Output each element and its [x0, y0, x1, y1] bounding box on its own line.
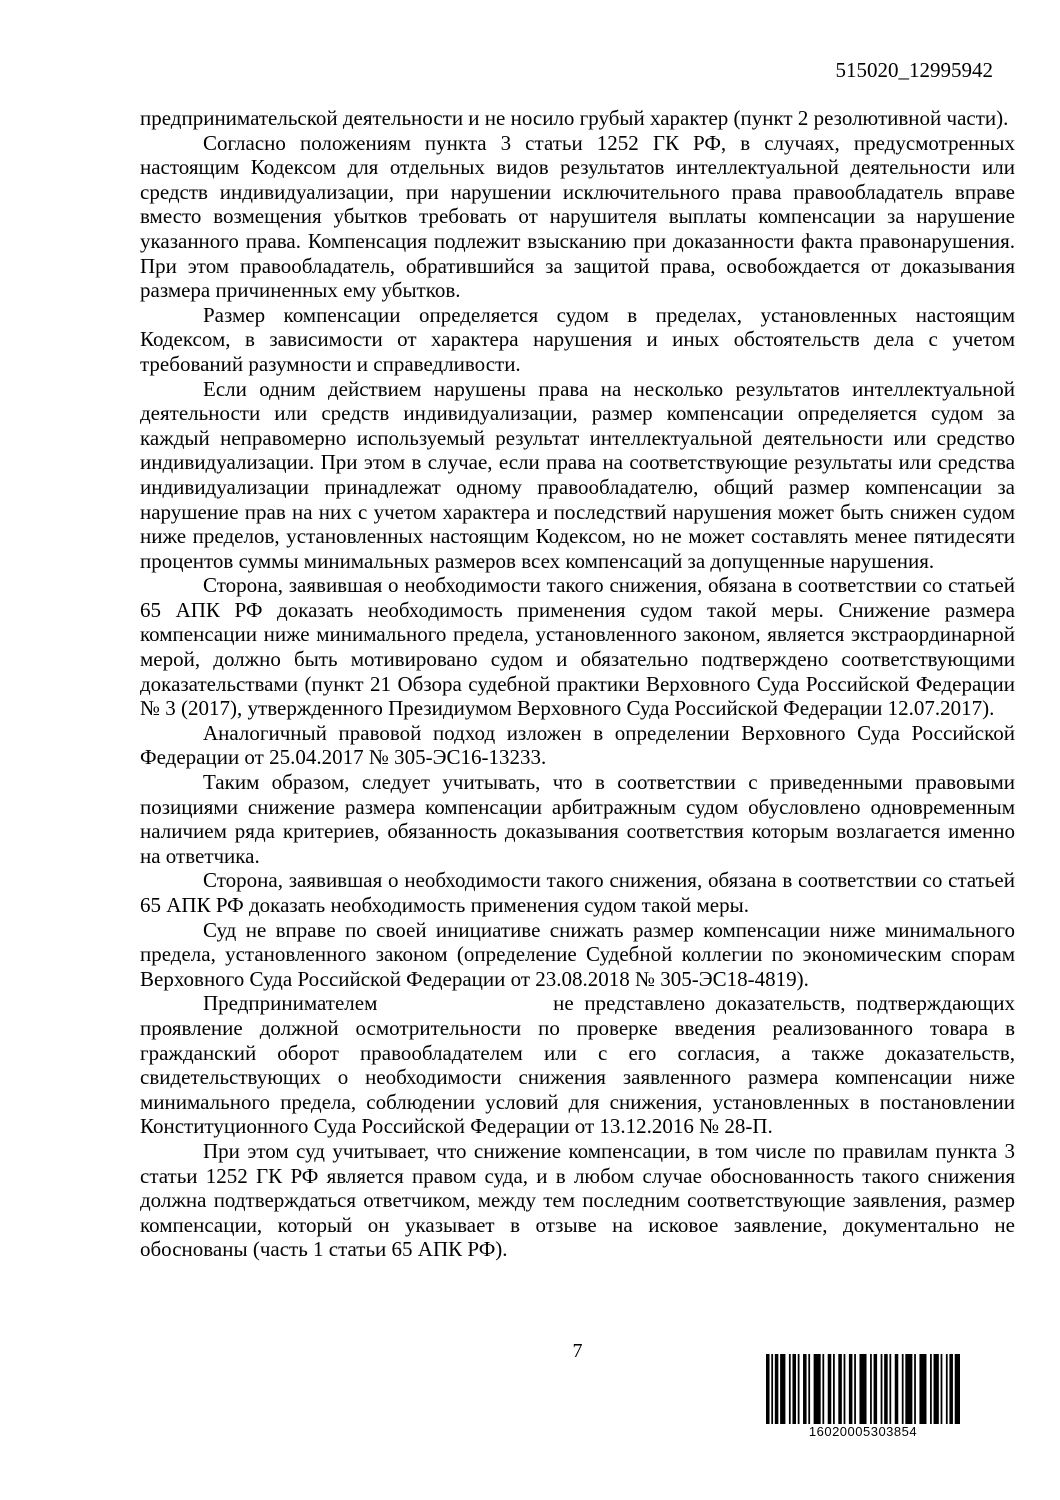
- case-reference-number: 515020_12995942: [835, 58, 993, 82]
- paragraph: Если одним действием нарушены права на несколько результатов интеллектуальной деятельности или средств индивидуализации, размер компенсации определяется судом за каждый неправомерно используемый результат интеллектуальной деятельности или средство индивидуализации. При этом в случае, если права на соответствующие результаты или средства индивидуализации принадлежат одному правообладателю, общий размер компенсации за нарушение прав на них с учетом характера и последствий нарушения может быть снижен судом ниже пределов, установленных настоящим Кодексом, но не может составлять менее пятидесяти процентов суммы минимальных размеров всех компенсаций за допущенные нарушения.: [140, 376, 1015, 573]
- barcode-number: 16020005303854: [808, 1424, 918, 1439]
- paragraph: Таким образом, следует учитывать, что в соответствии с приведенными правовыми позициями снижение размера компенсации арбитражным судом обусловлено одновременным наличием ряда критериев, обязанность доказывания соответствия которым возлагается именно на ответчика.: [140, 770, 1015, 868]
- paragraph: Согласно положениям пункта 3 статьи 1252 ГК РФ, в случаях, предусмотренных настоящим Кодексом для отдельных видов результатов интеллектуальной деятельности или средств индивидуализации, при нарушении исключительного права правообладатель вправе вместо возмещения убытков требовать от нарушителя выплаты компенсации за нарушение указанного права. Компенсация подлежит взысканию при доказанности факта правонарушения. При этом правообладатель, обратившийся за защитой права, освобождается от доказывания размера причиненных ему убытков.: [140, 130, 1015, 303]
- paragraph: Предпринимателем не представлено доказательств, подтверждающих проявление должной осмотрительности по проверке введения реализованного товара в гражданский оборот правообладателем или с его согласия, а также доказательств, свидетельствующих о необходимости снижения заявленного размера компенсации ниже минимального предела, соблюдении условий для снижения, установленных в постановлении Конституционного Суда Российской Федерации от 13.12.2016 № 28-П.: [140, 991, 1015, 1139]
- redacted-gap: [377, 1009, 542, 1010]
- paragraph: Аналогичный правовой подход изложен в определении Верховного Суда Российской Федерации от 25.04.2017 № 305-ЭС16-13233.: [140, 720, 1015, 770]
- barcode-bars-image: [766, 1354, 960, 1424]
- page-number: 7: [572, 1340, 583, 1362]
- barcode: [766, 1354, 960, 1439]
- paragraph: предпринимательской деятельности и не носило грубый характер (пункт 2 резолютивной части).: [140, 106, 1009, 130]
- paragraph: Размер компенсации определяется судом в пределах, установленных настоящим Кодексом, в зависимости от характера нарушения и иных обстоятельств дела с учетом требований разумности и справедливости.: [140, 302, 1015, 376]
- paragraph-text-before-redaction: Предпринимателем: [203, 991, 378, 1016]
- paragraph: Сторона, заявившая о необходимости такого снижения, обязана в соответствии со статьей 65 АПК РФ доказать необходимость применения судом такой меры. Снижение размера компенсации ниже минимального предела, установленного законом, является экстраординарной мерой, должно быть мотивировано судом и обязательно подтверждено соответствующими доказательствами (пункт 21 Обзора судебной практики Верховного Суда Российской Федерации № 3 (2017), утвержденного Президиумом Верховного Суда Российской Федерации 12.07.2017).: [140, 573, 1015, 721]
- paragraph: Суд не вправе по своей инициативе снижать размер компенсации ниже минимального предела, установленного законом (определение Судебной коллегии по экономическим спорам Верховного Суда Российской Федерации от 23.08.2018 № 305-ЭС18-4819).: [140, 917, 1015, 991]
- document-body: [140, 106, 1015, 1262]
- paragraph: Сторона, заявившая о необходимости такого снижения, обязана в соответствии со статьей 65 АПК РФ доказать необходимость применения судом такой меры.: [140, 868, 1015, 917]
- paragraph: При этом суд учитывает, что снижение компенсации, в том числе по правилам пункта 3 статьи 1252 ГК РФ является правом суда, и в любом случае обоснованность такого снижения должна подтверждаться ответчиком, между тем последним соответствующие заявления, размер компенсации, который он указывает в отзыве на исковое заявление, документально не обоснованы (часть 1 статьи 65 АПК РФ).: [140, 1138, 1015, 1262]
